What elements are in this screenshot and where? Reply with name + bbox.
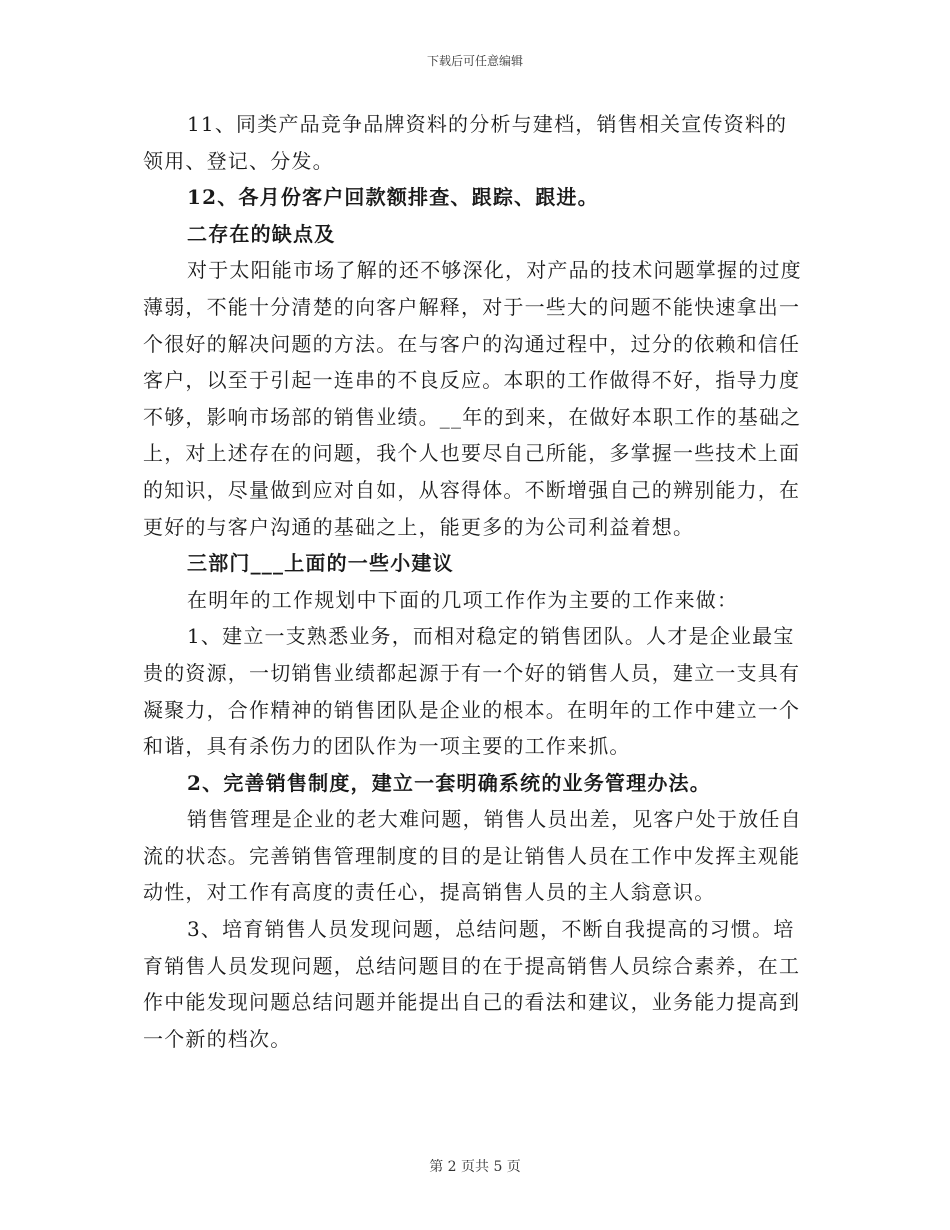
paragraph-suggestion-3: 3、培育销售人员发现问题，总结问题，不断自我提高的习惯。培育销售人员发现问题，总结问题目的在于提高销售人员综合素养，在工作中能发现问题总结问题并能提出自己的看法和建议，业务能力提高到一个新的档次。 <box>143 917 801 1051</box>
page-number: 第 2 页共 5 页 <box>429 1159 521 1175</box>
section-heading-shortcomings: 二存在的缺点及 <box>187 221 336 246</box>
paragraph-item-12: 12、各月份客户回款额排查、跟踪、跟进。 <box>187 185 599 210</box>
paragraph-suggestion-2-body: 销售管理是企业的老大难问题，销售人员出差，见客户处于放任自流的状态。完善销售管理制度的目的是让销售人员在工作中发挥主观能动性，对工作有高度的责任心，提高销售人员的主人翁意识。 <box>143 807 802 905</box>
paragraph-item-11: 11、同类产品竞争品牌资料的分析与建档，销售相关宣传资料的领用、登记、分发。 <box>143 112 788 173</box>
section-heading-suggestions: 三部门___上面的一些小建议 <box>187 551 454 576</box>
paragraph-suggestion-2-heading: 2、完善销售制度，建立一套明确系统的业务管理办法。 <box>187 770 711 795</box>
page-header: 下载后可任意编辑 <box>426 54 523 68</box>
paragraph-shortcomings: 对于太阳能市场了解的还不够深化，对产品的技术问题掌握的过度薄弱，不能十分清楚的向客户解释，对于一些大的问题不能快速拿出一个很好的解决问题的方法。在与客户的沟通过程中，过分的依赖和信任客户，以至于引起一连串的不良反应。本职的工作做得不好，指导力度不够，影响市场部的销售业绩。__年的到来，在做好本职工作的基础之上，对上述存在的问题，我个人也要尽自己所能，多掌握一些技术上面的知识，尽量做到应对自如，从容得体。不断增强自己的辨别能力，在更好的与客户沟通的基础之上，能更多的为公司利益着想。 <box>143 258 802 539</box>
paragraph-plan-intro: 在明年的工作规划中下面的几项工作作为主要的工作来做： <box>187 587 739 612</box>
paragraph-suggestion-1: 1、建立一支熟悉业务，而相对稳定的销售团队。人才是企业最宝贵的资源，一切销售业绩都起源于有一个好的销售人员，建立一支具有凝聚力，合作精神的销售团队是企业的根本。在明年的工作中建立一个和谐，具有杀伤力的团队作为一项主要的工作来抓。 <box>143 624 801 759</box>
document-body <box>143 106 808 1057</box>
